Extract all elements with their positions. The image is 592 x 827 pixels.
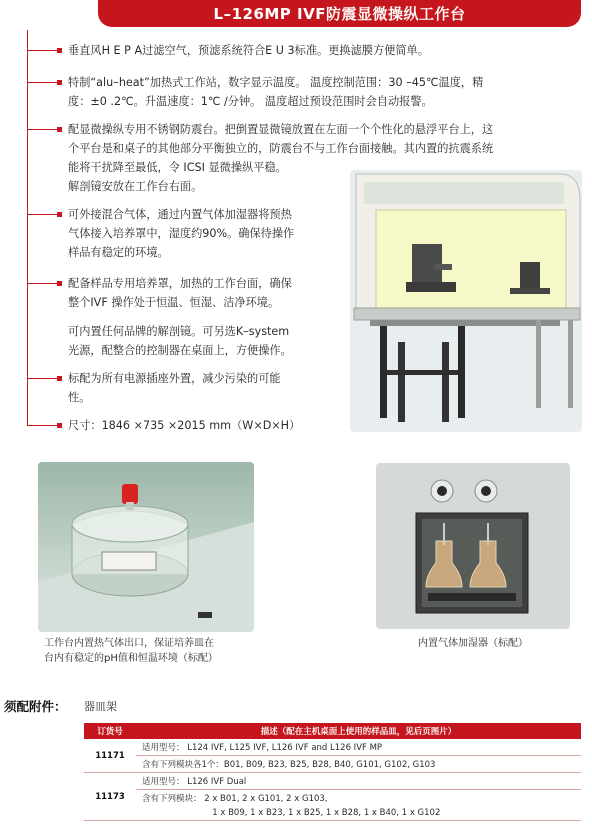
page-title: L–126MP IVF防震显微操纵工作台 xyxy=(98,0,581,27)
feature-line: 整个IVF 操作处于恒温、恒湿、洁净环境。 xyxy=(68,296,280,309)
feature-line: 尺寸：1846 ×735 ×2015 mm（W×D×H） xyxy=(68,419,301,432)
row-description: 适用型号： L124 IVF, L125 IVF, L126 IVF and L126 IVF MP xyxy=(136,739,581,756)
feature-heating xyxy=(68,73,578,111)
row-description: 含有下列模块各1个：B01, B09, B23, B25, B28, B40, G101, G102, G103 xyxy=(136,756,581,773)
feature-line: 解剖镜安放在工作台右面。 xyxy=(68,180,203,193)
feature-dimensions xyxy=(68,416,368,435)
bullet-connector xyxy=(27,283,59,284)
feature-sockets xyxy=(68,369,348,407)
bullet-connector xyxy=(27,378,59,379)
accessories-table xyxy=(84,723,581,821)
feature-line: 个平台是和桌子的其他部分平衡独立的，防震台不与工作台面接触。其内置的抗震系统 xyxy=(68,142,494,155)
feature-timeline-line xyxy=(27,30,28,425)
bullet-connector xyxy=(27,425,59,426)
feature-line: 气体接入培养罩中，湿度约90%。确保待操作 xyxy=(68,227,295,240)
bullet-connector xyxy=(27,82,59,83)
table-row xyxy=(84,739,581,756)
caption-line: 台内有稳定的pH值和恒温环境（标配） xyxy=(44,653,218,664)
feature-line: 样品有稳定的环境。 xyxy=(68,246,169,259)
feature-line: 光源，配整合的控制器在桌面上，方便操作。 xyxy=(68,344,292,357)
feature-line: 配备样品专用培养罩，加热的工作台面，确保 xyxy=(68,277,292,290)
row-description: 适用型号： L126 IVF Dual xyxy=(136,773,581,790)
bullet-connector xyxy=(27,129,59,130)
order-code: 11171 xyxy=(84,739,136,773)
table-row xyxy=(84,790,581,807)
caption-line: 工作台内置热气体出口，保证培养皿在 xyxy=(44,638,214,649)
feature-line: 垂直风H E P A过滤空气，预滤系统符合E U 3标准。更换滤膜方便简单。 xyxy=(68,44,429,57)
feature-incubator xyxy=(68,274,348,312)
feature-line: 特制“alu–heat”加热式工作站，数字显示温度。 温度控制范围：30 –45℃温度，精 xyxy=(68,76,484,89)
humidifier-photo xyxy=(376,463,570,629)
feature-line: 配显微操纵专用不锈钢防震台。把倒置显微镜放置在左面一个个性化的悬浮平台上，这 xyxy=(68,123,494,136)
incubator-hood-photo xyxy=(38,462,254,632)
bullet-connector xyxy=(27,214,59,215)
accessories-label: 须配附件： xyxy=(4,699,67,714)
photo-caption-right: 内置气体加湿器（标配） xyxy=(418,638,528,649)
column-header-code: 订货号 xyxy=(84,723,136,739)
workstation-photo xyxy=(350,170,582,432)
feature-line: 可内置任何品牌的解剖镜。可另选K–system xyxy=(68,325,290,338)
table-row xyxy=(84,806,581,821)
row-description: 1 x B09, 1 x B23, 1 x B25, 1 x B28, 1 x B40, 1 x G102 xyxy=(136,806,581,821)
bullet-connector xyxy=(27,50,59,51)
feature-gas xyxy=(68,205,348,262)
feature-line: 能将干扰降至最低，令 ICSI 显微操纵平稳。 xyxy=(68,161,287,174)
feature-line: 度：±0 .2℃。升温速度：1℃ /分钟。 温度超过预设范围时会自动报警。 xyxy=(68,95,433,108)
table-row xyxy=(84,773,581,790)
feature-dissecting-scope xyxy=(68,322,348,360)
feature-line: 性。 xyxy=(68,391,91,404)
column-header-description: 描述（配在主机桌面上使用的样品皿，见后页图片） xyxy=(136,723,581,739)
table-row xyxy=(84,756,581,773)
photo-caption-left xyxy=(44,636,218,666)
feature-line: 可外接混合气体，通过内置气体加湿器将预热 xyxy=(68,208,292,221)
feature-line: 标配为所有电源插座外置，减少污染的可能 xyxy=(68,372,281,385)
accessories-value: 器皿架 xyxy=(84,700,117,713)
order-code: 11173 xyxy=(84,773,136,821)
table-header-row xyxy=(84,723,581,739)
row-description: 含有下列模块： 2 x B01, 2 x G101, 2 x G103, xyxy=(142,794,328,804)
feature-hepa xyxy=(68,41,573,60)
